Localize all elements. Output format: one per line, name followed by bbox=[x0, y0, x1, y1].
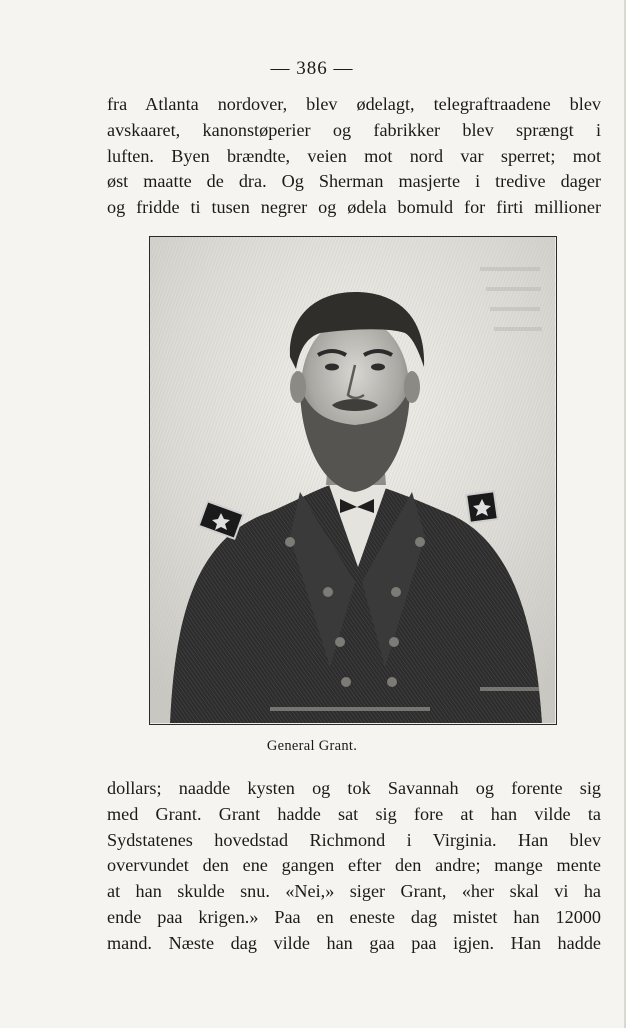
text-line: dollars; naadde kysten og tok Savannah og forente sig bbox=[107, 778, 601, 798]
text-line: luften. Byen brændte, veien mot nord var sperret; mot bbox=[107, 145, 601, 166]
engraved-portrait-illustration bbox=[150, 237, 555, 723]
text-line: og fridde ti tusen negrer og ødela bomuld for firti millioner bbox=[107, 197, 601, 218]
figure-caption: General Grant. bbox=[266, 738, 358, 754]
top-paragraph bbox=[107, 92, 601, 221]
page-number: — 386 — bbox=[270, 58, 354, 79]
text-line: ende paa krigen.» Paa en eneste dag mistet han 12000 bbox=[107, 906, 601, 927]
text-line: øst maatte de dra. Og Sherman masjerte i tredive dager bbox=[107, 171, 601, 192]
bottom-paragraph bbox=[107, 776, 601, 957]
text-line: overvundet den ene gangen efter den andre; mange mente bbox=[107, 855, 601, 876]
text-line: med Grant. Grant hadde sat sig fore at han vilde ta bbox=[107, 803, 601, 824]
portrait-image bbox=[149, 236, 557, 725]
text-line: Sydstatenes hovedstad Richmond i Virginia. Han blev bbox=[107, 829, 601, 850]
text-line: avskaaret, kanonstøperier og fabrikker blev sprængt i bbox=[107, 119, 601, 140]
text-line: mand. Næste dag vilde han gaa paa igjen. Han hadde bbox=[107, 932, 601, 953]
text-line: at han skulde snu. «Nei,» siger Grant, «her skal vi ha bbox=[107, 881, 601, 902]
text-line: fra Atlanta nordover, blev ødelagt, telegraftraadene blev bbox=[107, 94, 601, 114]
